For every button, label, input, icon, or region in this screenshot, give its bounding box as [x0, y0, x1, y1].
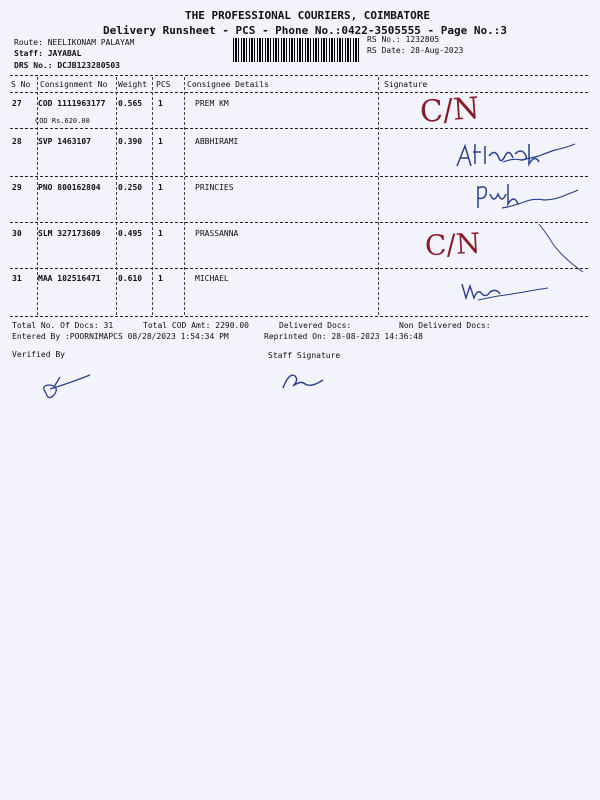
row-divider	[10, 176, 588, 177]
row-weight: 0.565	[118, 99, 143, 108]
signature-cn: C/N	[424, 226, 482, 263]
signature-cn: C/N	[418, 90, 481, 131]
staff-label: Staff: JAYABAL	[14, 49, 82, 58]
row-divider	[10, 222, 588, 223]
verified-by-label: Verified By	[12, 350, 65, 359]
row-sno: 30	[12, 229, 22, 238]
row-pcs: 1	[158, 183, 163, 192]
row-sno: 28	[12, 137, 22, 146]
col-header-signature: Signature	[384, 80, 428, 89]
row-consignee: PREM KM	[195, 99, 229, 108]
row-pcs: 1	[158, 274, 163, 283]
delivered-docs: Delivered Docs:	[279, 321, 352, 330]
col-header-pcs: PCS	[156, 80, 171, 89]
reprinted-on: Reprinted On: 28-08-2023 14:36:48	[264, 332, 423, 341]
row-consignment: MAA 102516471	[38, 274, 101, 283]
staff-signature-label: Staff Signature	[268, 351, 341, 360]
row-consignment: SVP 1463107	[38, 137, 91, 146]
total-cod: Total COD Amt: 2290.00	[143, 321, 249, 330]
row-weight: 0.495	[118, 229, 143, 238]
runsheet-subtitle: Delivery Runsheet - PCS - Phone No.:0422-3505555 - Page No.:3	[103, 24, 507, 37]
non-delivered-docs: Non Delivered Docs:	[399, 321, 491, 330]
row-pcs: 1	[158, 99, 163, 108]
barcode	[233, 38, 361, 62]
verifier-signature	[40, 373, 100, 407]
row-weight: 0.610	[118, 274, 143, 283]
handwritten-signature	[455, 136, 585, 180]
row-weight: 0.250	[118, 183, 143, 192]
row-consignment: COD 1111963177	[38, 99, 106, 108]
pen-stroke-mark	[535, 222, 590, 281]
row-pcs: 1	[158, 229, 163, 238]
row-divider	[10, 316, 588, 317]
row-cod-note: COD Rs.620.00	[35, 117, 90, 125]
column-separator	[152, 77, 153, 315]
handwritten-signature	[472, 180, 587, 224]
staff-signature	[281, 368, 331, 397]
row-consignee: PRASSANNA	[195, 229, 239, 238]
row-consignment: PNO 800162804	[38, 183, 101, 192]
row-consignment: SLM 327173609	[38, 229, 101, 238]
column-separator	[378, 77, 379, 315]
col-header-consignee: Consignee Details	[187, 80, 269, 89]
route-label: Route: NEELIKONAM PALAYAM	[14, 38, 135, 47]
row-weight: 0.390	[118, 137, 143, 146]
col-header-sno: S No	[11, 80, 31, 89]
column-separator	[184, 77, 185, 315]
company-title: THE PROFESSIONAL COURIERS, COIMBATORE	[185, 9, 431, 22]
col-header-weight: Weight	[118, 80, 147, 89]
divider	[10, 75, 588, 76]
row-sno: 31	[12, 274, 22, 283]
row-divider	[10, 128, 588, 129]
row-sno: 27	[12, 99, 22, 108]
row-pcs: 1	[158, 137, 163, 146]
row-divider	[10, 268, 588, 269]
row-sno: 29	[12, 183, 22, 192]
rs-number: RS No.: 1232805	[367, 35, 440, 44]
total-docs: Total No. Of Docs: 31	[12, 321, 114, 330]
col-header-consignment: Consignment No	[40, 80, 108, 89]
column-separator	[116, 77, 117, 315]
divider	[10, 92, 588, 93]
row-consignee: PRINCIES	[195, 183, 234, 192]
rs-date: RS Date: 28-Aug-2023	[367, 46, 464, 55]
handwritten-signature	[458, 278, 558, 312]
entered-by: Entered By :POORNIMAPCS 08/28/2023 1:54:34 PM	[12, 332, 229, 341]
row-consignee: ABBHIRAMI	[195, 137, 239, 146]
drs-number: DRS No.: DCJB123280503	[14, 61, 120, 70]
row-consignee: MICHAEL	[195, 274, 229, 283]
